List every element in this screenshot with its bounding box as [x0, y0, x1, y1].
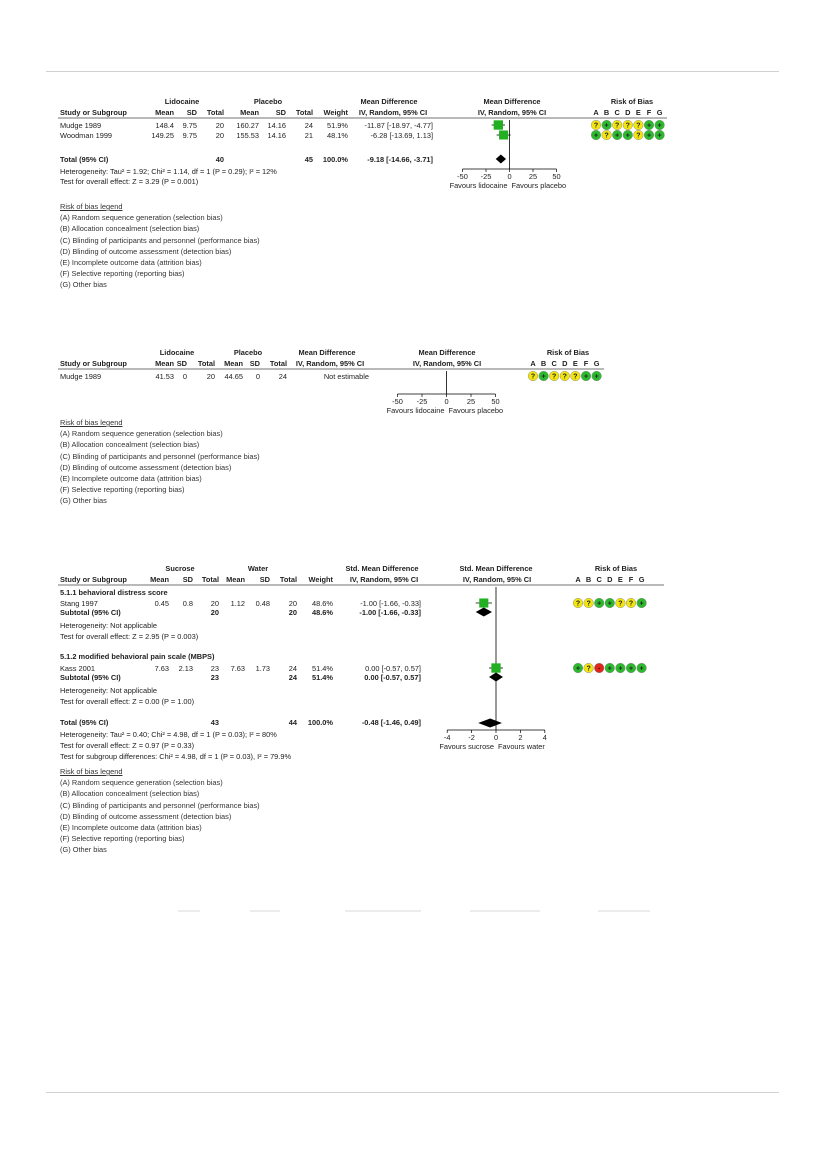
col-mean-1: Mean — [155, 359, 174, 368]
legend-item: (D) Blinding of outcome assessment (detection bias) — [60, 462, 232, 472]
total-n2: 45 — [304, 155, 313, 164]
study-sd-1: 9.75 — [182, 121, 197, 130]
faint-artifact — [598, 910, 650, 912]
rob-column-letter: F — [646, 108, 652, 117]
study-sd-2: 1.73 — [255, 664, 270, 673]
rob-dot-symbol: ? — [636, 122, 641, 130]
rob-dot-symbol: + — [607, 600, 612, 608]
rob-column-letter: A — [593, 108, 599, 117]
total-ci: -0.48 [-1.46, 0.49] — [361, 718, 421, 727]
point-estimate — [499, 130, 508, 139]
col-study: Study or Subgroup — [60, 108, 127, 117]
x-tick-label: 0 — [507, 172, 512, 181]
rob-dot-symbol: + — [646, 122, 652, 130]
subtotal-ci: 0.00 [-0.57, 0.57] — [364, 673, 421, 682]
overall-effect-note: Test for overall effect: Z = 0.00 (P = 1.00) — [60, 697, 195, 706]
study-mean-2: 155.53 — [236, 131, 259, 140]
rob-dot-symbol: + — [628, 665, 634, 673]
rob-column-letter: A — [575, 575, 581, 584]
study-total-1: 20 — [215, 121, 224, 130]
legend-item: (E) Incomplete outcome data (attrition bias) — [60, 474, 202, 484]
rob-dot-symbol: + — [593, 132, 599, 140]
legend-title: Risk of bias legend — [60, 202, 123, 211]
study-sd-1: 2.13 — [178, 664, 193, 673]
rob-dot-symbol: + — [583, 373, 589, 381]
rob-dot-symbol: ? — [575, 600, 581, 608]
forest-plot-3-svg — [0, 561, 827, 771]
rob-column-letter: C — [551, 359, 557, 368]
legend-item: (B) Allocation concealment (selection bias) — [60, 440, 200, 450]
effect-group-header: Mean Difference — [360, 97, 418, 106]
study-name: Mudge 1989 — [60, 372, 102, 381]
risk-of-bias-legend — [60, 201, 260, 291]
study-total-1: 23 — [210, 664, 219, 673]
forest-group-header: Mean Difference — [483, 97, 541, 106]
point-estimate — [494, 120, 503, 129]
favours-right-label: Favours placebo — [448, 406, 504, 415]
x-tick-label: 0 — [444, 397, 449, 406]
group1-header: Sucrose — [165, 564, 195, 573]
effect-col-header: IV, Random, 95% CI — [358, 108, 428, 117]
rob-dot-symbol: ? — [615, 122, 620, 130]
legend-item: (D) Blinding of outcome assessment (detection bias) — [60, 811, 232, 821]
col-total-1: Total — [201, 575, 219, 584]
legend-item: (G) Other bias — [60, 496, 107, 506]
rob-dot-symbol: ? — [618, 600, 623, 608]
legend-item: (G) Other bias — [60, 845, 107, 855]
col-sd-2: SD — [259, 575, 270, 584]
rob-dot-symbol: ? — [573, 373, 578, 381]
x-tick-label: -50 — [457, 172, 468, 181]
legend-title: Risk of bias legend — [60, 418, 123, 427]
rob-dot-symbol: + — [657, 122, 662, 130]
rob-dot-symbol: ? — [586, 600, 591, 608]
favours-right-label: Favours water — [498, 742, 545, 751]
rob-column-letter: F — [628, 575, 634, 584]
study-name: Stang 1997 — [60, 599, 98, 608]
subgroup-title: 5.1.2 modified behavioral pain scale (MBPS) — [60, 652, 215, 661]
subtotal-weight: 48.6% — [312, 608, 333, 617]
x-tick-label: 4 — [542, 733, 547, 742]
study-sd-2: 14.16 — [267, 131, 286, 140]
point-estimate — [491, 663, 500, 672]
rob-dot-symbol: + — [604, 122, 609, 130]
study-mean-2: 160.27 — [236, 121, 259, 130]
favours-right-label: Favours placebo — [511, 181, 567, 190]
x-tick-label: 25 — [528, 172, 538, 181]
rob-dot-symbol: ? — [593, 122, 599, 130]
col-mean-1: Mean — [155, 108, 174, 117]
rob-dot-symbol: ? — [625, 122, 630, 130]
effect-group-header: Std. Mean Difference — [345, 564, 419, 573]
overall-effect-note: Test for overall effect: Z = 2.95 (P = 0.003) — [60, 632, 199, 641]
rob-column-letter: G — [656, 108, 663, 117]
col-weight: Weight — [308, 575, 333, 584]
legend-item: (F) Selective reporting (reporting bias) — [60, 485, 185, 495]
study-total-1: 20 — [210, 599, 219, 608]
study-ci: -6.28 [-13.69, 1.13] — [370, 131, 433, 140]
subtotal-ci: -1.00 [-1.66, -0.33] — [359, 608, 421, 617]
rob-column-letter: G — [638, 575, 645, 584]
study-total-2: 24 — [288, 664, 297, 673]
rob-dot-symbol: ? — [628, 600, 634, 608]
subtotal-weight: 51.4% — [312, 673, 333, 682]
subtotal-n2: 24 — [288, 673, 297, 682]
study-mean-1: 0.45 — [154, 599, 169, 608]
group2-header: Water — [247, 564, 269, 573]
rob-dot-symbol: - — [598, 665, 601, 673]
effect-col-header: IV, Random, 95% CI — [349, 575, 419, 584]
rob-dot-symbol: + — [657, 132, 662, 140]
group1-header: Lidocaine — [159, 348, 195, 357]
total-n1: 40 — [215, 155, 224, 164]
legend-item: (E) Incomplete outcome data (attrition bias) — [60, 823, 202, 833]
forest-col-header: IV, Random, 95% CI — [412, 359, 482, 368]
forest-col-header: IV, Random, 95% CI — [477, 108, 547, 117]
rob-dot-symbol: ? — [552, 373, 557, 381]
subtotal-n2: 20 — [288, 608, 297, 617]
subtotal-n1: 20 — [210, 608, 219, 617]
rob-dot-symbol: + — [618, 665, 623, 673]
forest-group-header: Mean Difference — [418, 348, 476, 357]
col-mean-1: Mean — [150, 575, 169, 584]
study-sd-2: 14.16 — [267, 121, 286, 130]
study-ci: Not estimable — [323, 372, 369, 381]
subgroup-title: 5.1.1 behavioral distress score — [60, 588, 168, 597]
rob-column-letter: A — [530, 359, 536, 368]
effect-group-header: Mean Difference — [298, 348, 356, 357]
risk-of-bias-legend — [60, 766, 260, 856]
rob-dot-symbol: + — [625, 132, 630, 140]
rob-column-letter: C — [596, 575, 602, 584]
col-study: Study or Subgroup — [60, 575, 127, 584]
x-tick-label: -25 — [416, 397, 428, 406]
total-label: Total (95% CI) — [60, 155, 109, 164]
heterogeneity-note: Heterogeneity: Tau² = 0.40; Chi² = 4.98, df = 1 (P = 0.03); I² = 80% — [60, 730, 277, 739]
col-sd-1: SD — [176, 359, 187, 368]
x-tick-label: 50 — [552, 172, 561, 181]
rob-column-letter: B — [540, 359, 547, 368]
study-mean-1: 41.53 — [155, 372, 174, 381]
x-tick-label: 25 — [466, 397, 476, 406]
x-tick-label: -2 — [468, 733, 475, 742]
legend-item: (A) Random sequence generation (selection bias) — [60, 213, 223, 223]
subtotal-diamond — [476, 608, 492, 617]
rob-header: Risk of Bias — [546, 348, 590, 357]
rob-column-letter: D — [562, 359, 568, 368]
rob-column-letter: E — [572, 359, 578, 368]
rob-dot-symbol: + — [541, 373, 546, 381]
favours-left-label: Favours lidocaine — [386, 406, 445, 415]
favours-left-label: Favours sucrose — [439, 742, 494, 751]
rob-column-letter: E — [635, 108, 641, 117]
study-total-1: 20 — [215, 131, 224, 140]
col-mean-2: Mean — [240, 108, 259, 117]
rob-dot-symbol: + — [646, 132, 652, 140]
col-weight: Weight — [323, 108, 348, 117]
study-sd-1: 9.75 — [182, 131, 197, 140]
faint-artifact — [345, 910, 421, 912]
rob-header: Risk of Bias — [610, 97, 654, 106]
total-n1: 43 — [210, 718, 219, 727]
x-tick-label: 50 — [491, 397, 500, 406]
study-mean-1: 148.4 — [155, 121, 174, 130]
study-total-2: 24 — [278, 372, 287, 381]
col-sd-1: SD — [186, 108, 197, 117]
rob-dot-symbol: + — [639, 665, 644, 673]
legend-item: (C) Blinding of participants and personnel (performance bias) — [60, 235, 260, 245]
rob-column-letter: E — [617, 575, 623, 584]
rob-dot-symbol: + — [615, 132, 620, 140]
col-sd-2: SD — [249, 359, 260, 368]
group1-header: Lidocaine — [164, 97, 200, 106]
rob-dot-symbol: ? — [586, 665, 591, 673]
rob-dot-symbol: + — [575, 665, 581, 673]
rob-column-letter: C — [614, 108, 620, 117]
total-n2: 44 — [288, 718, 297, 727]
col-mean-2: Mean — [224, 359, 243, 368]
study-weight: 48.1% — [327, 131, 348, 140]
forest-plot-2-svg — [0, 345, 827, 415]
col-total-2: Total — [279, 575, 297, 584]
subtotal-label: Subtotal (95% CI) — [60, 608, 121, 617]
rob-column-letter: D — [607, 575, 613, 584]
col-study: Study or Subgroup — [60, 359, 127, 368]
subtotal-diamond — [489, 673, 503, 682]
study-name: Woodman 1999 — [60, 131, 113, 140]
legend-item: (B) Allocation concealment (selection bias) — [60, 789, 200, 799]
pooled-diamond — [496, 155, 506, 164]
overall-effect-note: Test for overall effect: Z = 0.97 (P = 0.33) — [60, 741, 195, 750]
study-mean-2: 1.12 — [230, 599, 245, 608]
legend-item: (E) Incomplete outcome data (attrition bias) — [60, 258, 202, 268]
rob-dot-symbol: ? — [530, 373, 536, 381]
risk-of-bias-legend — [60, 417, 260, 507]
col-total-1: Total — [206, 108, 224, 117]
forest-plot-lidocaine-2 — [0, 345, 827, 510]
col-mean-2: Mean — [226, 575, 245, 584]
study-weight: 51.4% — [312, 664, 333, 673]
rob-dot-symbol: + — [597, 600, 602, 608]
page-top-rule — [46, 71, 779, 72]
x-tick-label: -25 — [480, 172, 492, 181]
rob-column-letter: B — [585, 575, 592, 584]
rob-column-letter: D — [625, 108, 631, 117]
heterogeneity-note: Heterogeneity: Not applicable — [60, 621, 157, 630]
study-mean-2: 44.65 — [224, 372, 243, 381]
legend-title: Risk of bias legend — [60, 767, 123, 776]
study-total-2: 24 — [304, 121, 313, 130]
subgroup-differences-note: Test for subgroup differences: Chi² = 4.98, df = 1 (P = 0.03), I² = 79.9% — [60, 752, 292, 761]
overall-effect-note: Test for overall effect: Z = 3.29 (P = 0.001) — [60, 177, 199, 186]
study-sd-2: 0.48 — [255, 599, 270, 608]
rob-column-letter: B — [603, 108, 610, 117]
rob-dot-symbol: ? — [636, 132, 641, 140]
col-total-1: Total — [197, 359, 215, 368]
rob-dot-symbol: + — [594, 373, 599, 381]
total-weight: 100.0% — [322, 155, 348, 164]
x-tick-label: -50 — [392, 397, 403, 406]
total-label: Total (95% CI) — [60, 718, 109, 727]
rob-dot-symbol: ? — [562, 373, 567, 381]
rob-column-letter: G — [593, 359, 600, 368]
rob-dot-symbol: ? — [604, 132, 609, 140]
study-total-2: 21 — [304, 131, 313, 140]
study-mean-1: 149.25 — [151, 131, 174, 140]
point-estimate — [479, 598, 488, 607]
rob-column-letter: F — [583, 359, 589, 368]
forest-col-header: IV, Random, 95% CI — [462, 575, 532, 584]
group2-header: Placebo — [233, 348, 263, 357]
forest-plot-lidocaine-1 — [0, 96, 827, 296]
study-weight: 51.9% — [327, 121, 348, 130]
legend-item: (B) Allocation concealment (selection bias) — [60, 224, 200, 234]
study-ci: 0.00 [-0.57, 0.57] — [365, 664, 421, 673]
col-total-2: Total — [295, 108, 313, 117]
study-sd-1: 0.8 — [182, 599, 193, 608]
subtotal-label: Subtotal (95% CI) — [60, 673, 121, 682]
legend-item: (F) Selective reporting (reporting bias) — [60, 269, 185, 279]
x-tick-label: 0 — [493, 733, 499, 742]
legend-item: (A) Random sequence generation (selection bias) — [60, 429, 223, 439]
x-tick-label: -4 — [443, 733, 451, 742]
study-ci: -11.87 [-18.97, -4.77] — [364, 121, 433, 130]
group2-header: Placebo — [253, 97, 283, 106]
legend-item: (C) Blinding of participants and personnel (performance bias) — [60, 800, 260, 810]
study-mean-1: 7.63 — [154, 664, 169, 673]
effect-col-header: IV, Random, 95% CI — [295, 359, 365, 368]
legend-item: (F) Selective reporting (reporting bias) — [60, 834, 185, 844]
study-total-1: 20 — [206, 372, 215, 381]
study-weight: 48.6% — [312, 599, 333, 608]
col-sd-1: SD — [182, 575, 193, 584]
heterogeneity-note: Heterogeneity: Tau² = 1.92; Chi² = 1.14, df = 1 (P = 0.29); I² = 12% — [60, 167, 277, 176]
study-total-2: 20 — [288, 599, 297, 608]
faint-artifact — [250, 910, 280, 912]
legend-item: (A) Random sequence generation (selection bias) — [60, 778, 223, 788]
pooled-diamond — [478, 719, 502, 728]
legend-item: (C) Blinding of participants and personnel (performance bias) — [60, 451, 260, 461]
page-bottom-rule — [46, 1092, 779, 1093]
legend-item: (G) Other bias — [60, 280, 107, 290]
col-sd-2: SD — [275, 108, 286, 117]
faint-artifact — [470, 910, 540, 912]
study-sd-2: 0 — [255, 372, 260, 381]
x-tick-label: 2 — [518, 733, 523, 742]
favours-left-label: Favours lidocaine — [449, 181, 508, 190]
rob-dot-symbol: + — [639, 600, 644, 608]
study-mean-2: 7.63 — [230, 664, 245, 673]
study-ci: -1.00 [-1.66, -0.33] — [360, 599, 421, 608]
forest-group-header: Std. Mean Difference — [459, 564, 533, 573]
forest-plot-1-svg — [0, 96, 827, 216]
forest-plot-sucrose — [0, 561, 827, 861]
rob-dot-symbol: + — [607, 665, 612, 673]
rob-header: Risk of Bias — [594, 564, 638, 573]
study-name: Kass 2001 — [60, 664, 95, 673]
study-name: Mudge 1989 — [60, 121, 102, 130]
study-sd-1: 0 — [182, 372, 187, 381]
faint-artifact — [178, 910, 200, 912]
total-ci: -9.18 [-14.66, -3.71] — [367, 155, 433, 164]
col-total-2: Total — [269, 359, 287, 368]
legend-item: (D) Blinding of outcome assessment (detection bias) — [60, 246, 232, 256]
subtotal-n1: 23 — [210, 673, 219, 682]
total-weight: 100.0% — [307, 718, 333, 727]
heterogeneity-note: Heterogeneity: Not applicable — [60, 686, 157, 695]
